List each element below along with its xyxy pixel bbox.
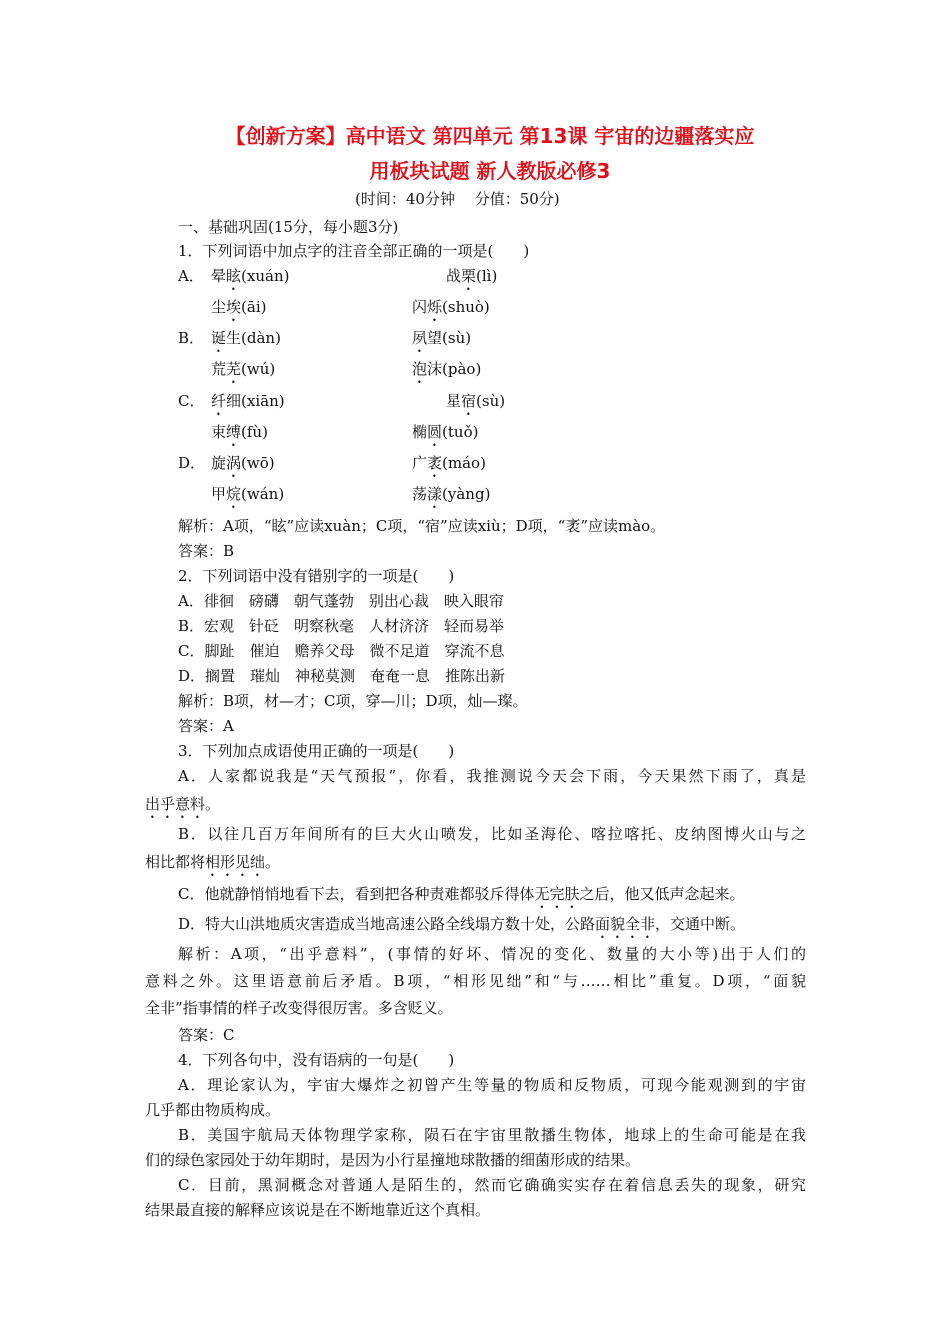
q4-option-c-line-1: C．目前，黑洞概念对普通人是陌生的，然而它确确实实存在着信息丢失的现象，研究 <box>178 1176 806 1194</box>
q1-option-a-word-2: 战栗(lì) <box>446 267 498 285</box>
q3-option-d: D．特大山洪地质灾害造成当地高速公路全线塌方数十处，公路面貌全非，交通中断。 <box>178 915 746 933</box>
q1-option-b-word-2: 夙望(sù) <box>412 329 472 347</box>
document-title-line-1: 【创新方案】高中语文 第四单元 第13课 宇宙的边疆落实应 <box>225 124 755 148</box>
q2-answer: 答案：A <box>178 717 234 735</box>
q2-option-b: B．宏观 针砭 明察秋毫 人材济济 轻而易举 <box>178 617 505 635</box>
q4-option-a-line-1: A．理论家认为，宇宙大爆炸之初曾产生等量的物质和反物质，可现今能观测到的宇宙 <box>178 1076 806 1094</box>
q3-option-a-line-1: A．人家都说我是“天气预报”，你看，我推测说今天会下雨，今天果然下雨了，真是 <box>178 767 806 785</box>
q3-option-b-line-2: 相比都将相形见绌。 <box>145 853 281 871</box>
q1-option-c-word-1: 纤细(xiān) <box>211 392 285 410</box>
q1-option-a-word-4: 闪烁(shuò) <box>412 298 490 316</box>
q2-stem: 2．下列词语中没有错别字的一项是( ) <box>178 567 455 585</box>
q1-option-c-word-4: 椭圆(tuǒ) <box>412 423 479 441</box>
q4-option-b-line-2: 们的绿色家园处于幼年期时，是因为小行星撞地球散播的细菌形成的结果。 <box>145 1151 641 1169</box>
q4-option-b-line-1: B．美国宇航局天体物理学家称，陨石在宇宙里散播生物体，地球上的生命可能是在我 <box>178 1126 806 1144</box>
q2-option-a: A．徘徊 磅礴 朝气蓬勃 别出心裁 映入眼帘 <box>178 592 504 610</box>
q4-option-a-line-2: 几乎都由物质构成。 <box>145 1101 281 1119</box>
q1-option-d-word-3: 甲烷(wán) <box>211 485 285 503</box>
q1-option-b-word-4: 泡沫(pào) <box>412 360 482 378</box>
q3-analysis-line-2: 意料之外。这里语意前后矛盾。B项，“相形见绌”和“与……相比”重复。D项，“面貌 <box>145 972 806 990</box>
q1-option-d-word-4: 荡漾(yàng) <box>412 485 491 503</box>
document-title-line-2: 用板块试题 新人教版必修3 <box>369 159 611 183</box>
q1-analysis: 解析：A项，“眩”应读xuàn；C项，“宿”应读xiù；D项，“袤”应读mào。 <box>178 517 666 535</box>
q1-option-a-word-1: 晕眩(xuán) <box>211 267 290 285</box>
q1-option-c-label: C． <box>178 392 205 410</box>
q3-answer: 答案：C <box>178 1026 235 1044</box>
q1-option-c-word-2: 星宿(sù) <box>446 392 506 410</box>
q2-option-d: D．搁置 璀灿 神秘莫测 奄奄一息 推陈出新 <box>178 667 506 685</box>
q1-option-d-label: D． <box>178 454 206 472</box>
q3-stem: 3．下列加点成语使用正确的一项是( ) <box>178 742 455 760</box>
q4-stem: 4．下列各句中，没有语病的一句是( ) <box>178 1051 455 1069</box>
q3-option-c: C．他就静悄悄地看下去，看到把各种责难都驳斥得体无完肤之后，他又低声念起来。 <box>178 885 745 903</box>
q3-option-b-line-1: B．以往几百万年间所有的巨大火山喷发，比如圣海伦、喀拉喀托、皮纳图博火山与之 <box>178 825 806 843</box>
q3-analysis-line-1: 解析：A项，“出乎意料”，(事情的好坏、情况的变化、数量的大小等)出于人们的 <box>178 945 806 963</box>
q1-option-a-label: A． <box>178 267 204 285</box>
q4-option-c-line-2: 结果最直接的解释应该说是在不断地靠近这个真相。 <box>145 1201 491 1219</box>
q1-option-d-word-2: 广袤(máo) <box>412 454 486 472</box>
q2-option-c: C．脚趾 催迫 赡养父母 微不足道 穿流不息 <box>178 642 505 660</box>
q1-option-b-word-1: 诞生(dàn) <box>211 329 281 347</box>
section-heading: 一、基础巩固(15分，每小题3分) <box>178 218 399 236</box>
q1-option-c-word-3: 束缚(fù) <box>211 423 268 441</box>
q1-option-d-word-1: 旋涡(wō) <box>211 454 275 472</box>
q1-option-a-word-3: 尘埃(āi) <box>211 298 267 316</box>
q1-option-b-label: B． <box>178 329 205 347</box>
q1-stem: 1．下列词语中加点字的注音全部正确的一项是( ) <box>178 242 530 260</box>
q1-option-b-word-3: 荒芜(wú) <box>211 360 276 378</box>
q3-analysis-line-3: 全非”指事情的样子改变得很厉害。多含贬义。 <box>145 999 453 1017</box>
q3-option-a-line-2: 出乎意料。 <box>145 795 221 813</box>
q1-answer: 答案：B <box>178 542 235 560</box>
q2-analysis: 解析：B项，材—才；C项，穿—川；D项，灿—璨。 <box>178 692 528 710</box>
time-score-info: (时间：40分钟 分值：50分) <box>355 190 560 208</box>
